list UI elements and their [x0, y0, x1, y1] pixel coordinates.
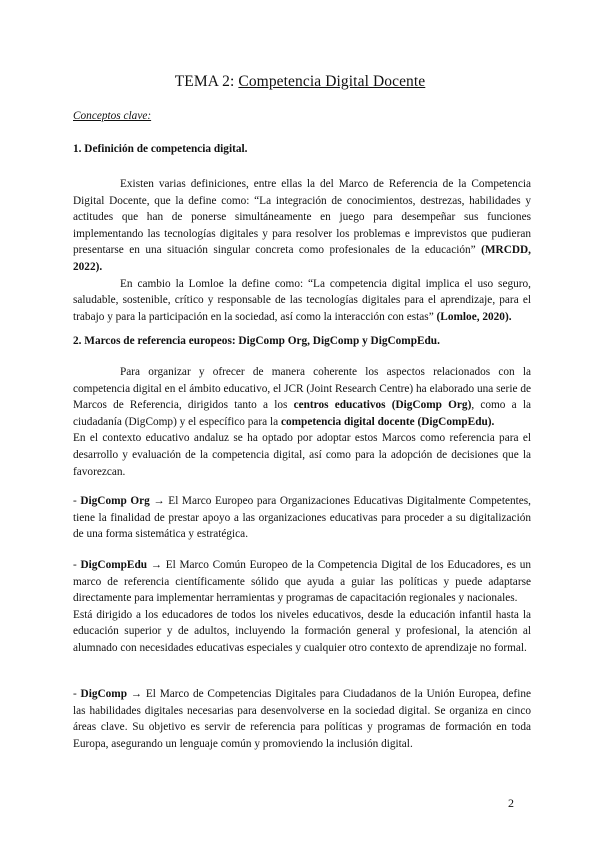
item3-name: DigComp — [80, 688, 127, 700]
page-number: 2 — [508, 796, 514, 810]
section2-heading: 2. Marcos de referencia europeos: DigComp Org, DigComp y DigCompEdu. — [73, 335, 440, 347]
section1-paragraph-1 — [73, 176, 531, 276]
item1-name: DigComp Org — [80, 495, 150, 507]
arrow-icon: → — [147, 559, 166, 571]
title-prefix: TEMA 2: — [174, 73, 239, 90]
concepts-label: Conceptos clave: — [73, 110, 152, 122]
arrow-icon: → — [127, 688, 146, 700]
section1-p1-text: Existen varias definiciones, entre ellas la del Marco de Referencia de la Competencia Digital Docente, que la define como: “La integración de conocimientos, destrezas, habilidades y actitudes que han de ponerse simultáneamente en juego para desempeñar sus funciones implementando las tecnologías digitales y para resolver los problemas e imprevistos que pudieran presentarse en una situación singular concreta como profesionales de la educación” — [73, 178, 531, 257]
item2-dash: - — [73, 559, 81, 571]
item1-dash: - — [73, 495, 81, 507]
section2-paragraph-2: En el contexto educativo andaluz se ha optado por adoptar estos Marcos como referencia para el desarrollo y evaluación de la competencia digital, así como para la adopción de decisiones que la favorezcan. — [73, 432, 531, 478]
section1-heading: 1. Definición de competencia digital. — [73, 143, 248, 155]
section2-intro — [73, 364, 531, 480]
title-main: Competencia Digital Docente — [238, 73, 426, 90]
item1-text: El Marco Europeo para Organizaciones Educativas Digitalmente Competentes, tiene la finalidad de prestar apoyo a las organizaciones educativas para proceder a su digitalización de una forma sistemática y estratégica. — [73, 495, 531, 541]
section2-paragraph-1 — [73, 364, 531, 430]
page-title — [0, 73, 600, 91]
item3-text: El Marco de Competencias Digitales para Ciudadanos de la Unión Europea, define las habilidades digitales necesarias para desenvolverse en la sociedad digital. Se organiza en cinco áreas clave. Su objetivo es servir de referencia para políticas y programas de formación en toda Europa, asegurando un lenguaje común y promoviendo la inclusión digital. — [73, 688, 531, 750]
list-item-digcompedu — [73, 557, 531, 657]
section2-p1-b: centros educativos (DigComp Org) — [293, 399, 472, 412]
item2-text: El Marco Común Europeo de la Competencia Digital de los Educadores, es un marco de referencia científicamente sólido que ayuda a guiar las políticas y puede adaptarse directamente para implementar herramientas y programas de capacitación regionales y nacionales. — [73, 559, 531, 605]
list-item-digcomp-org — [73, 493, 531, 543]
item3-dash: - — [73, 688, 81, 700]
section2-p1-c: , como a la ciudadanía (DigComp) y el específico para la — [73, 399, 532, 428]
section2-p1-d: competencia digital docente (DigCompEdu). — [280, 415, 495, 428]
section1-p1-ref: (MRCDD, 2022). — [73, 244, 531, 273]
section1-paragraph-2 — [73, 276, 531, 326]
item2-text2: Está dirigido a los educadores de todos los niveles educativos, desde la educación infantil hasta la educación superior y de adultos, incluyendo la formación general y profesional, la atención al alumnado con necesidades educativas especiales y cualquier otro contexto de aprendizaje no formal. — [73, 608, 531, 654]
section2-p1-a: Para organizar y ofrecer de manera coherente los aspectos relacionados con la competencia digital en el ámbito educativo, el JCR (Joint Research Centre) ha elaborado una serie de Marcos de Referencia, dirigidos tanto a los — [73, 366, 531, 412]
section1-p2-ref: (Lomloe, 2020). — [436, 310, 512, 323]
section1-p2-text: En cambio la Lomloe la define como: “La competencia digital implica el uso seguro, saludable, sostenible, crítico y responsable de las tecnologías digitales para el aprendizaje, para el trabajo y para la participación en la sociedad, así como la interacción con estas” — [73, 277, 531, 323]
section1-body — [73, 176, 531, 325]
item2-name: DigCompEdu — [80, 559, 148, 571]
arrow-icon: → — [149, 495, 169, 507]
list-item-digcomp — [73, 686, 531, 752]
